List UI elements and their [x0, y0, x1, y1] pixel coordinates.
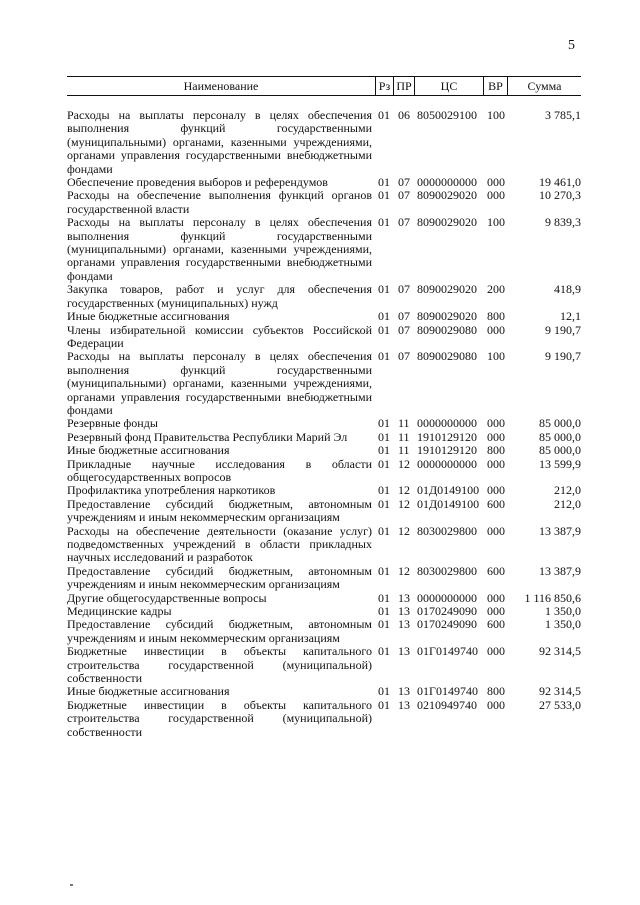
row-pr: 13: [398, 697, 410, 712]
row-cs: 0000000000: [417, 175, 477, 190]
row-sum: 13 599,9: [539, 456, 581, 471]
row-name: Закупка товаров, работ и услуг для обеспечения государственных (муниципальных) нужд: [67, 282, 372, 310]
row-sum: 3 785,1: [545, 108, 581, 122]
row-sum: 13 387,9: [539, 523, 581, 538]
row-pr: 07: [398, 175, 410, 190]
row-vr: 000: [487, 644, 505, 659]
row-cs: 8090029020: [417, 282, 477, 297]
row-rz: 01: [378, 617, 390, 632]
table-row: [67, 645, 581, 685]
table-row: [67, 417, 581, 430]
row-cs: 1910129120: [417, 429, 477, 444]
row-cs: 0000000000: [417, 416, 477, 431]
table-row: [67, 109, 581, 176]
row-name: Профилактика употребления наркотиков: [67, 483, 276, 498]
row-name: Резервный фонд Правительства Республики Марий Эл: [67, 429, 348, 444]
row-vr: 100: [487, 108, 505, 122]
row-sum: 10 270,3: [539, 188, 581, 203]
row-pr: 12: [398, 523, 410, 538]
row-cs: 01Г0149740: [417, 644, 478, 659]
row-sum: 212,0: [554, 496, 581, 511]
table-header: [67, 76, 581, 96]
row-pr: 11: [398, 416, 410, 431]
row-rz: 01: [378, 309, 390, 324]
row-pr: 13: [398, 590, 410, 605]
row-rz: 01: [378, 175, 390, 190]
row-name: Расходы на выплаты персоналу в целях обеспечения выполнения функций государственными (муниципальными) органами, казенными учреждениями, органами управления государственными внебюджетными фондами: [67, 349, 372, 417]
row-sum: 9 839,3: [545, 215, 581, 230]
row-cs: 8090029080: [417, 322, 477, 337]
row-rz: 01: [378, 483, 390, 498]
row-cs: 0210949740: [417, 697, 477, 712]
row-vr: 800: [487, 684, 505, 699]
row-cs: 0000000000: [417, 590, 477, 605]
budget-table: [67, 76, 581, 739]
row-rz: 01: [378, 108, 390, 122]
row-pr: 12: [398, 496, 410, 511]
row-rz: 01: [378, 604, 390, 619]
row-pr: 07: [398, 215, 410, 230]
row-name: Бюджетные инвестиции в объекты капитального строительства государственной (муниципальной) собственности: [67, 644, 372, 686]
row-pr: 12: [398, 563, 410, 578]
row-rz: 01: [378, 215, 390, 230]
row-cs: 0170249090: [417, 617, 477, 632]
row-vr: 000: [487, 604, 505, 619]
row-sum: 418,9: [554, 282, 581, 297]
row-rz: 01: [378, 282, 390, 297]
row-sum: 85 000,0: [539, 443, 581, 458]
row-rz: 01: [378, 456, 390, 471]
row-vr: 000: [487, 456, 505, 471]
row-pr: 13: [398, 644, 410, 659]
row-pr: 11: [398, 429, 410, 444]
row-rz: 01: [378, 563, 390, 578]
row-vr: 600: [487, 617, 505, 632]
row-name: Бюджетные инвестиции в объекты капитального строительства государственной (муниципальной) собственности: [67, 697, 372, 739]
page-number: 5: [568, 38, 575, 53]
row-cs: 8030029800: [417, 523, 477, 538]
table-row: [67, 685, 581, 698]
row-rz: 01: [378, 590, 390, 605]
table-row: [67, 324, 581, 351]
row-vr: 800: [487, 309, 505, 324]
table-row: [67, 283, 581, 310]
table-row: [67, 431, 581, 444]
table-row: [67, 189, 581, 216]
row-vr: 200: [487, 282, 505, 297]
table-row: [67, 565, 581, 592]
table-row: [67, 618, 581, 645]
row-rz: 01: [378, 684, 390, 699]
table-row: [67, 484, 581, 497]
row-pr: 12: [398, 456, 410, 471]
row-rz: 01: [378, 322, 390, 337]
row-sum: 9 190,7: [545, 322, 581, 337]
row-name: Расходы на выплаты персоналу в целях обеспечения выполнения функций государственными (муниципальными) органами, казенными учреждениями, органами управления государственными внебюджетными фондами: [67, 108, 372, 176]
row-pr: 07: [398, 282, 410, 297]
header-vr: ВР: [488, 79, 503, 93]
row-vr: 000: [487, 697, 505, 712]
row-vr: 000: [487, 188, 505, 203]
row-name: Иные бюджетные ассигнования: [67, 443, 230, 458]
row-cs: 8090029020: [417, 215, 477, 230]
row-cs: 8090029020: [417, 309, 477, 324]
header-name: Наименование: [183, 79, 259, 93]
row-rz: 01: [378, 443, 390, 458]
row-name: Иные бюджетные ассигнования: [67, 309, 230, 324]
row-pr: 13: [398, 684, 410, 699]
row-pr: 12: [398, 483, 410, 498]
row-pr: 13: [398, 617, 410, 632]
table-body: [67, 109, 581, 739]
row-cs: 8090029020: [417, 188, 477, 203]
header-pr: ПР: [396, 79, 412, 93]
table-row: [67, 444, 581, 457]
row-sum: 27 533,0: [539, 697, 581, 712]
row-name: Резервные фонды: [67, 416, 158, 431]
row-sum: 212,0: [554, 483, 581, 498]
row-cs: 01Г0149740: [417, 684, 478, 699]
row-vr: 800: [487, 443, 505, 458]
row-cs: 0170249090: [417, 604, 477, 619]
table-row: [67, 350, 581, 417]
row-cs: 01Д0149100: [417, 496, 480, 511]
table-row: [67, 699, 581, 739]
row-sum: 1 350,0: [545, 617, 581, 632]
row-name: Другие общегосударственные вопросы: [67, 590, 267, 605]
table-row: [67, 458, 581, 485]
row-rz: 01: [378, 496, 390, 511]
row-name: Предоставление субсидий бюджетным, автономным учреждениям и иным некоммерческим организациям: [67, 563, 372, 592]
row-vr: 000: [487, 416, 505, 431]
row-name: Предоставление субсидий бюджетным, автономным учреждениям и иным некоммерческим организациям: [67, 617, 372, 645]
row-pr: 07: [398, 322, 410, 337]
row-name: Медицинские кадры: [67, 604, 172, 619]
row-rz: 01: [378, 644, 390, 659]
row-vr: 000: [487, 429, 505, 444]
row-sum: 12,1: [560, 309, 581, 324]
table-row: [67, 525, 581, 565]
row-sum: 9 190,7: [545, 349, 581, 364]
table-row: [67, 216, 581, 283]
row-name: Предоставление субсидий бюджетным, автономным учреждениям и иным некоммерческим организациям: [67, 496, 372, 525]
header-rz: Рз: [378, 79, 391, 93]
header-sum: Сумма: [527, 79, 562, 93]
row-cs: 8030029800: [417, 563, 477, 578]
table-row: [67, 310, 581, 323]
row-pr: 07: [398, 309, 410, 324]
row-sum: 1 350,0: [545, 604, 581, 619]
row-pr: 11: [398, 443, 410, 458]
row-vr: 600: [487, 496, 505, 511]
header-cs: ЦС: [440, 79, 458, 93]
row-cs: 01Д0149100: [417, 483, 480, 498]
row-cs: 8090029080: [417, 349, 477, 364]
row-sum: 92 314,5: [539, 684, 581, 699]
row-cs: 1910129120: [417, 443, 477, 458]
row-vr: 100: [487, 349, 505, 364]
row-sum: 13 387,9: [539, 563, 581, 578]
table-row: [67, 176, 581, 189]
row-cs: 8050029100: [417, 108, 477, 122]
row-pr: 13: [398, 604, 410, 619]
row-vr: 000: [487, 523, 505, 538]
row-name: Расходы на обеспечение деятельности (оказание услуг) подведомственных учреждений в области прикладных научных исследований и разработок: [67, 523, 372, 565]
row-vr: 000: [487, 483, 505, 498]
row-cs: 0000000000: [417, 456, 477, 471]
row-rz: 01: [378, 349, 390, 364]
row-pr: 06: [398, 108, 410, 122]
table-row: [67, 605, 581, 618]
row-rz: 01: [378, 188, 390, 203]
row-name: Иные бюджетные ассигнования: [67, 684, 230, 699]
row-name: Обеспечение проведения выборов и референдумов: [67, 175, 328, 190]
row-name: Расходы на обеспечение выполнения функций органов государственной власти: [67, 188, 372, 216]
row-sum: 1 116 850,6: [524, 590, 581, 605]
table-row: [67, 498, 581, 525]
row-pr: 07: [398, 188, 410, 203]
row-sum: 19 461,0: [539, 175, 581, 190]
row-vr: 000: [487, 175, 505, 190]
row-sum: 92 314,5: [539, 644, 581, 659]
row-vr: 000: [487, 590, 505, 605]
row-rz: 01: [378, 416, 390, 431]
row-rz: 01: [378, 523, 390, 538]
row-rz: 01: [378, 697, 390, 712]
footer-mark: [70, 884, 73, 886]
row-name: Члены избирательной комиссии субъектов Российской Федерации: [67, 322, 372, 350]
row-pr: 07: [398, 349, 410, 364]
table-row: [67, 592, 581, 605]
row-rz: 01: [378, 429, 390, 444]
row-vr: 600: [487, 563, 505, 578]
row-name: Расходы на выплаты персоналу в целях обеспечения выполнения функций государственными (муниципальными) органами, казенными учреждениями, органами управления государственными внебюджетными фондами: [67, 215, 372, 283]
row-sum: 85 000,0: [539, 416, 581, 431]
row-vr: 100: [487, 215, 505, 230]
row-vr: 000: [487, 322, 505, 337]
row-sum: 85 000,0: [539, 429, 581, 444]
row-name: Прикладные научные исследования в области общегосударственных вопросов: [67, 456, 372, 484]
